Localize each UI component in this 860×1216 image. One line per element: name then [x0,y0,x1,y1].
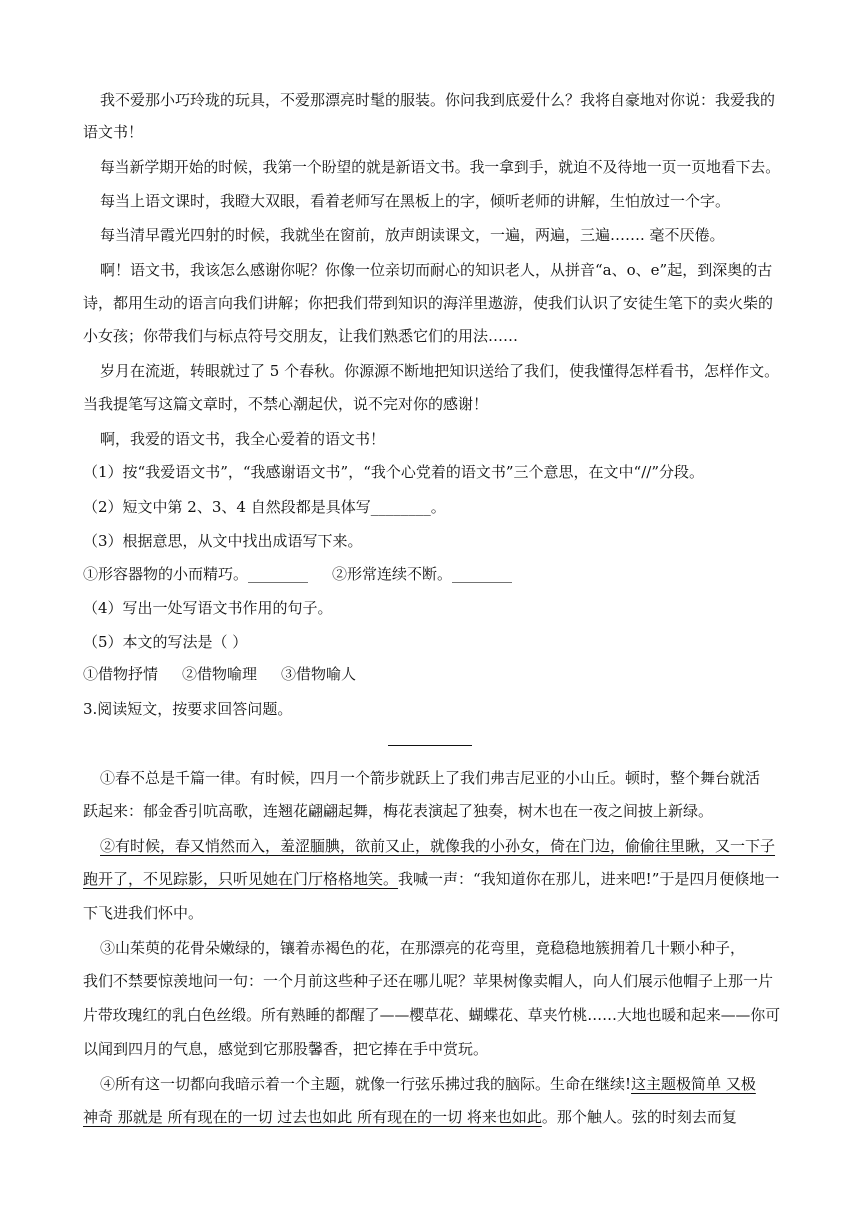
section3-para2-line2 [83,869,779,889]
section3-para2-line3: 下飞进我们怀中。 [83,904,204,922]
section-3-heading: 3.阅读短文，按要求回答问题。 [83,700,293,718]
passage1-p5-line1: 啊！语文书，我该怎么感谢你呢？你像一位亲切而耐心的知识老人，从拼音“a、o、e”起，到深奥的古 [100,261,773,279]
passage1-p7: 啊，我爱的语文书，我全心爱着的语文书！ [100,430,386,448]
section3-para1-line1: ①春不总是千篇一律。有时候，四月一个箭步就跃上了我们弗吉尼亚的小山丘。顿时，整个舞台就活 [100,769,761,787]
underlined-sentence: ②有时候，春又悄然而入，羞涩腼腆，欲前又止，就像我的小孙女，倚在门边，偷偷往里瞅，又一下子 [100,837,776,855]
underlined-sentence-end: 跑开了，不见踪影，只听见她在门厅格格地笑。 [83,870,399,888]
question-3-option-2: ②形常连续不断。________ [332,565,513,583]
underlined-theme-end: 神奇 那就是 所有现在的一切 过去也如此 所有现在的一切 将来也如此 [83,1108,542,1126]
question-5: （5）本文的写法是（ ） [83,633,248,651]
question-5-option-3: ③借物喻人 [281,665,357,683]
question-1: （1）按“我爱语文书”，“我感谢语文书”，“我个心党着的语文书”三个意思，在文中“//”分段。 [83,463,705,481]
section3-para2-line1 [100,836,775,856]
question-5-option-1: ①借物抒情 [83,665,159,683]
question-4: （4）写出一处写语文书作用的句子。 [83,599,333,617]
title-blank [388,745,472,746]
underlined-theme: 这主题极简单 又极 [631,1075,756,1093]
section3-para3-line3: 片带玫瑰红的乳白色丝缎。所有熟睡的都醒了——樱草花、蝴蝶花、草夹竹桃……大地也暖和起来——你可 [83,1006,781,1024]
section3-para2-line2-rest: 我喊一声：“我知道你在那儿，进来吧!”于是四月便倏地一 [398,870,780,888]
question-2: （2）短文中第 2、3、4 自然段都是具体写________。 [83,498,446,516]
passage1-p1-line1: 我不爱那小巧玲珑的玩具，不爱那漂亮时髦的服装。你问我到底爱什么？我将自豪地对你说：我爱我的 [100,91,776,109]
section3-para4-line1 [100,1074,756,1094]
passage1-p5-line2: 诗，都用生动的语言向我们讲解；你把我们带到知识的海洋里遨游，使我们认识了安徒生笔下的卖火柴的 [83,294,774,312]
passage1-p1-line2: 语文书！ [83,123,144,141]
passage1-p4: 每当清早霞光四射的时候，我就坐在窗前，放声朗读课文，一遍，两遍，三遍……. 毫不厌倦。 [100,226,725,244]
passage1-p3: 每当上语文课时，我瞪大双眼，看着老师写在黑板上的字，倾听老师的讲解，生怕放过一个字。 [100,192,731,210]
section3-para3-line4: 以闻到四月的气息，感觉到它那股馨香，把它捧在手中赏玩。 [83,1040,489,1058]
section3-para1-line2: 跃起来：郁金香引吭高歌，连翘花翩翩起舞，梅花表演起了独奏，树木也在一夜之间披上新绿。 [83,802,714,820]
question-3-options [83,564,512,584]
passage1-p2: 每当新学期开始的时候，我第一个盼望的就是新语文书。我一拿到手，就迫不及待地一页一页地看下去。 [100,158,781,176]
section3-para4-line1-text: ④所有这一切都向我暗示着一个主题，就像一行弦乐拂过我的脑际。生命在继续! [100,1075,632,1093]
section3-para4-line2 [83,1107,737,1127]
section3-para3-line1: ③山茱萸的花骨朵嫩绿的，镶着赤褐色的花，在那漂亮的花弯里，竟稳稳地簇拥着几十颗小种子， [100,939,746,957]
question-3-option-1: ①形容器物的小而精巧。________ [83,565,309,583]
passage1-p6-line1: 岁月在流逝，转眼就过了 5 个春秋。你源源不断地把知识送给了我们，使我懂得怎样看书，怎样作文。 [100,362,780,380]
passage1-p5-line3: 小女孩；你带我们与标点符号交朋友，让我们熟悉它们的用法…… [83,327,519,345]
section3-para4-line2-rest: 。那个触人。弦的时刻去而复 [541,1108,737,1126]
question-3: （3）根据意思，从文中找出成语写下来。 [83,532,363,550]
passage1-p6-line2: 当我提笔写这篇文章时，不禁心潮起伏，说不完对你的感谢！ [83,395,489,413]
section3-para3-line2: 我们不禁要惊羡地问一句：一个月前这些种子还在哪儿呢？苹果树像卖帽人，向人们展示他帽子上那一片 [83,972,774,990]
question-5-options [83,664,356,684]
question-5-option-2: ②借物喻理 [182,665,258,683]
